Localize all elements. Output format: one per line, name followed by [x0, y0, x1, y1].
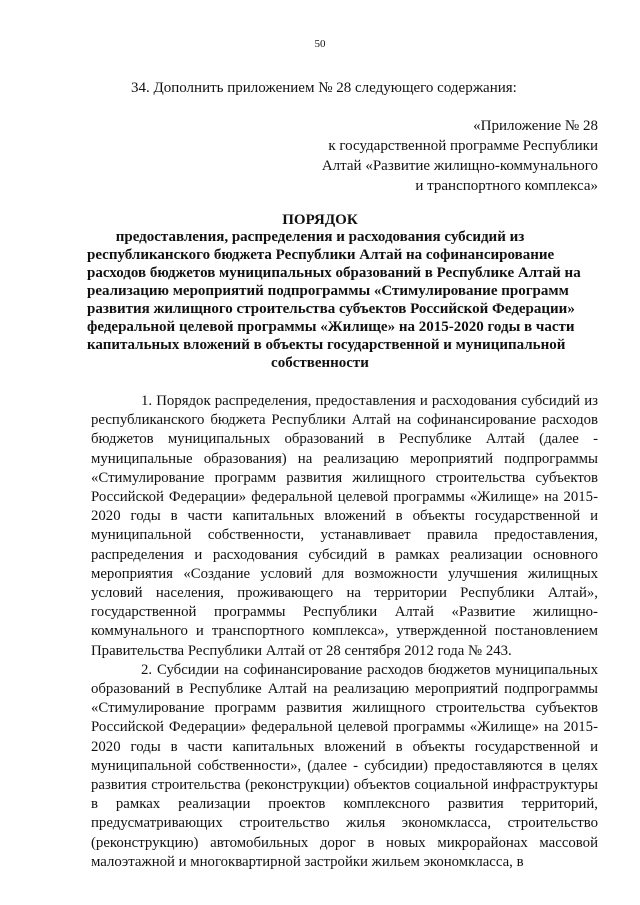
subtitle-line: расходов бюджетов муниципальных образований в Республике Алтай на [87, 265, 581, 281]
document-subtitle [87, 228, 581, 372]
appendix-line: к государственной программе Республики [328, 138, 598, 154]
subtitle-line: реализацию мероприятий подпрограммы «Стимулирование программ [87, 283, 569, 299]
appendix-line: Алтай «Развитие жилищно-коммунального [321, 158, 598, 174]
subtitle-line: федеральной целевой программы «Жилище» на 2015-2020 годы в части [87, 319, 575, 335]
subtitle-line: капитальных вложений в объекты государственной и муниципальной [87, 337, 566, 353]
appendix-line: и транспортного комплекса» [415, 178, 598, 194]
appendix-line: «Приложение № 28 [473, 118, 598, 134]
document-title: ПОРЯДОК [282, 212, 358, 228]
page-number: 50 [314, 38, 326, 50]
paragraph-1: 1. Порядок распределения, предоставления и расходования субсидий из республиканского бюджета Республики Алтай на софинансирование расходов бюджетов муниципальных образований в Республике Алтай (далее - муниципальные образования) на реализацию мероприятий подпрограммы «Стимулирование программ развития жилищного строительства субъектов Российской Федерации» федеральной целевой программы «Жилище» на 2015-2020 годы в части капитальных вложений в объекты государственной и муниципальной собственности, устанавливает правила предоставления, распределения и расходования субсидий в рамках реализации основного мероприятия «Создание условий для возможности улучшения жилищных условий населения, проживающего на территории Республики Алтай», государственной программы Республики Алтай «Развитие жилищно-коммунального и транспортного комплекса», утвержденной постановлением Правительства Республики Алтай от 28 сентября 2012 года № 243. [91, 393, 598, 659]
appendix-reference [278, 116, 598, 196]
document-body [91, 392, 598, 872]
subtitle-line: собственности [271, 355, 369, 371]
subtitle-line: развития жилищного строительства субъектов Российской Федерации» [87, 301, 575, 317]
subtitle-line: предоставления, распределения и расходования субсидий из [115, 229, 525, 245]
amendment-line: 34. Дополнить приложением № 28 следующего содержания: [131, 80, 517, 96]
paragraph-2: 2. Субсидии на софинансирование расходов бюджетов муниципальных образований в Республике Алтай на реализацию мероприятий подпрограммы «Стимулирование программ развития жилищного строительства субъектов Российской Федерации» федеральной целевой программы «Жилище» на 2015-2020 годы в части капитальных вложений в объекты государственной и муниципальной собственности», (далее - субсидии) предоставляются в целях развития строительства (реконструкции) объектов социальной инфраструктуры в рамках реализации проектов комплексного развития территорий, предусматривающих строительство жилья экономкласса, строительство (реконструкцию) автомобильных дорог в новых микрорайонах массовой малоэтажной и многоквартирной застройки жильем экономкласса, в [91, 661, 598, 870]
subtitle-line: республиканского бюджета Республики Алтай на софинансирование [87, 247, 555, 263]
